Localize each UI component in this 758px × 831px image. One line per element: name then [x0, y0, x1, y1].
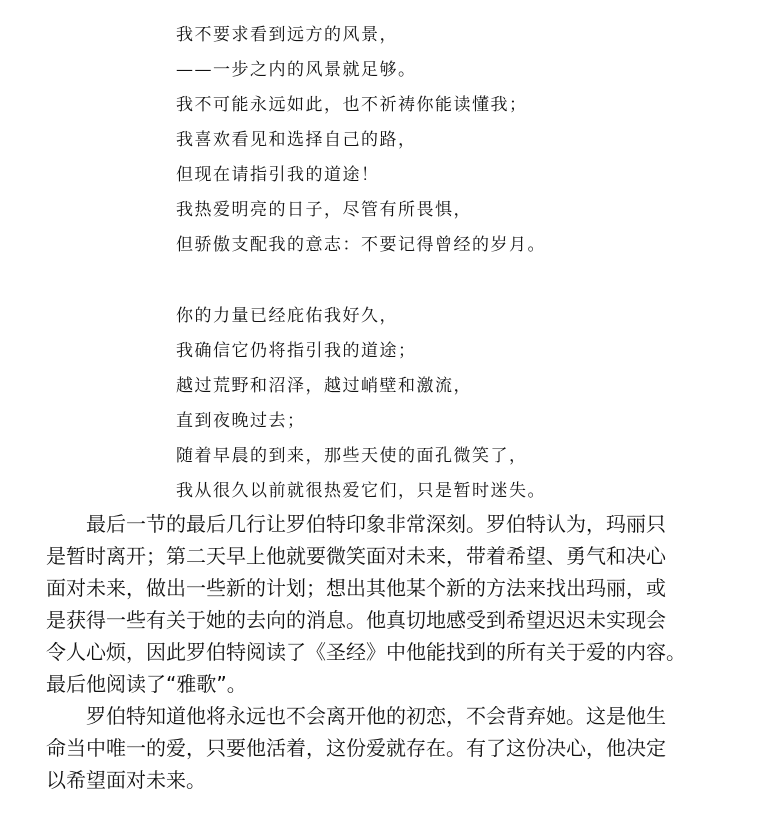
prose-line: 是暂时离开；第二天早上他就要微笑面对未来，带着希望、勇气和决心: [46, 544, 666, 568]
poem: [176, 18, 546, 509]
poem-line: 我热爱明亮的日子，尽管有所畏惧，: [176, 200, 472, 220]
prose-body: [46, 508, 736, 796]
prose-paragraph-2: [46, 700, 736, 796]
poem-line: 你的力量已经庇佑我好久，: [176, 306, 398, 326]
poem-line: 我不要求看到远方的风景，: [176, 25, 398, 45]
poem-stanza-1: [176, 18, 546, 263]
prose-line: 以希望面对未来。: [46, 768, 206, 792]
prose-line: 命当中唯一的爱，只要他活着，这份爱就存在。有了这份决心，他决定: [46, 736, 666, 760]
prose-paragraph-1: [46, 508, 736, 700]
poem-line: 我喜欢看见和选择自己的路，: [176, 130, 417, 150]
prose-line: 是获得一些有关于她的去向的消息。他真切地感受到希望迟迟未实现会: [46, 608, 666, 632]
prose-line: 令人心烦，因此罗伯特阅读了《圣经》中他能找到的所有关于爱的内容。: [46, 640, 686, 664]
poem-line: 但现在请指引我的道途！: [176, 165, 380, 185]
poem-line: 我确信它仍将指引我的道途；: [176, 341, 417, 361]
poem-line: 直到夜晚过去；: [176, 411, 306, 431]
prose-line: 最后他阅读了“雅歌”。: [46, 672, 247, 696]
poem-line: 我不可能永远如此，也不祈祷你能读懂我；: [176, 95, 528, 115]
prose-line: 最后一节的最后几行让罗伯特印象非常深刻。罗伯特认为，玛丽只: [86, 512, 666, 536]
poem-stanza-2: [176, 299, 546, 509]
poem-line: 越过荒野和沼泽，越过峭壁和激流，: [176, 376, 472, 396]
poem-line: 我从很久以前就很热爱它们，只是暂时迷失。: [176, 481, 546, 501]
poem-line: 随着早晨的到来，那些天使的面孔微笑了，: [176, 446, 528, 466]
prose-line: 面对未来，做出一些新的计划；想出其他某个新的方法来找出玛丽，或: [46, 576, 666, 600]
prose-line: 罗伯特知道他将永远也不会离开他的初恋，不会背弃她。这是他生: [86, 704, 666, 728]
poem-line: ——一步之内的风景就足够。: [176, 60, 417, 80]
poem-line: 但骄傲支配我的意志：不要记得曾经的岁月。: [176, 235, 546, 255]
